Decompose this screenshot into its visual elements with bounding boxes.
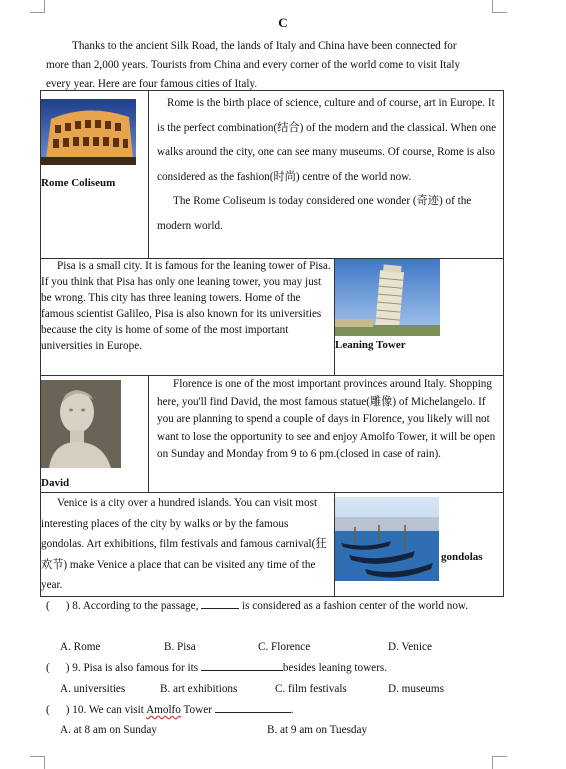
rome-text (157, 91, 501, 239)
venice-text (41, 493, 334, 596)
venice-caption: gondolas (441, 551, 483, 563)
answer-paren-close: ) (65, 600, 70, 612)
intro-text: Thanks to the ancient Silk Road, the lands of Italy and China have been connected for more than 2,000 years. Tourists from China and every corner of the world come to visit Italy every year. Here are four famous cities of Italy. (46, 40, 461, 90)
rome-coliseum-photo (41, 99, 136, 165)
question-text: Tower (183, 704, 212, 716)
cities-table (40, 90, 504, 597)
rome-paragraph-1: Rome is the birth place of science, culture and of course, art in Europe. It is the perfect combination(结合) of the modern and the classical. When one walks around the city, one can see many museums. Of course, Rome is also considered as the fashion(时尚) centre of the world now. (157, 97, 497, 183)
option-c[interactable]: C. film festivals (275, 683, 347, 695)
option-a[interactable]: A. Rome (60, 641, 101, 653)
rome-image-cell (41, 91, 149, 259)
question-text: besides leaning towers. (282, 662, 388, 674)
pisa-text-cell (41, 259, 335, 376)
florence-text (157, 376, 501, 464)
pisa-text (41, 259, 334, 354)
option-b[interactable]: B. art exhibitions (160, 683, 238, 695)
intro-paragraph (46, 37, 476, 94)
answer-paren-close: ) (65, 704, 70, 716)
florence-image-cell (41, 376, 149, 493)
rome-paragraph-2: The Rome Coliseum is today considered one wonder (奇迹) of the modern world. (157, 195, 472, 232)
venice-image-cell (335, 493, 504, 597)
question-9-options (60, 679, 500, 699)
pisa-paragraph-1: Pisa is a small city. It is famous for the leaning tower of Pisa. If you think that Pisa has only one leaning tower, you may just be wrong. This city has three leaning towers. Home of the famous scientist Galileo, Pisa is also known for its universities because the city is home of some of the most important universities in Europe. (41, 260, 331, 352)
answer-paren-open: ( (46, 662, 50, 674)
answer-blank[interactable] (201, 660, 283, 671)
question-text: is considered as a fashion center of the world now. (242, 600, 469, 612)
question-10 (46, 700, 486, 720)
gondolas-photo (335, 497, 439, 581)
answer-blank[interactable] (201, 598, 239, 609)
option-c[interactable]: C. Florence (258, 641, 311, 653)
option-b[interactable]: B. at 9 am on Tuesday (267, 724, 368, 736)
question-10-options (60, 720, 500, 740)
question-number: 8. (72, 600, 81, 612)
venice-paragraph-1: Venice is a city over a hundred islands. You can visit most interesting places of the city by walks or by the famous gondolas. Art exhibitions, film festivals and famous carnival(狂欢节) make Venice a place that can be visited any time of the year. (41, 497, 327, 591)
option-b[interactable]: B. Pisa (164, 641, 196, 653)
option-d[interactable]: D. Venice (388, 641, 432, 653)
question-text: We can visit (88, 704, 144, 716)
david-caption: David (41, 477, 70, 489)
option-a[interactable]: A. at 8 am on Sunday (60, 724, 157, 736)
question-text-wavy: Amolfo (146, 704, 181, 716)
question-8 (46, 596, 486, 616)
crop-mark (492, 756, 507, 769)
rome-text-cell (149, 91, 504, 259)
section-title: C (278, 15, 288, 30)
venice-text-cell (41, 493, 335, 597)
question-text: . (290, 704, 294, 716)
option-a[interactable]: A. universities (60, 683, 126, 695)
option-d[interactable]: D. museums (388, 683, 444, 695)
rome-caption: Rome Coliseum (41, 177, 116, 189)
florence-text-cell (149, 376, 504, 493)
question-text: According to the passage, (82, 600, 199, 612)
crop-mark (30, 756, 45, 769)
question-text: Pisa is also famous for its (83, 662, 199, 674)
leaning-tower-photo (335, 259, 440, 336)
david-statue-photo (41, 380, 121, 468)
crop-mark (492, 0, 507, 13)
crop-mark (30, 0, 45, 13)
pisa-image-cell (335, 259, 504, 376)
answer-blank[interactable] (215, 702, 291, 713)
pisa-caption: Leaning Tower (335, 339, 406, 351)
answer-paren-open: ( (46, 600, 50, 612)
question-number: 10. (72, 704, 87, 716)
answer-paren-open: ( (46, 704, 50, 716)
florence-paragraph-1: Florence is one of the most important provinces around Italy. Shopping here, you'll find David, the most famous statue(雕像) of Michelangelo. If you are planning to spend a couple of days in Florence, you likely will not want to lose the opportunity to see and enjoy Amolfo Tower, it will be open on Sunday and Monday from 9 to 6 pm.(closed in case of rain). (157, 378, 496, 461)
question-8-options (60, 637, 500, 657)
answer-paren-close: ) (65, 662, 70, 674)
question-9 (46, 658, 486, 678)
question-number: 9. (72, 662, 81, 674)
